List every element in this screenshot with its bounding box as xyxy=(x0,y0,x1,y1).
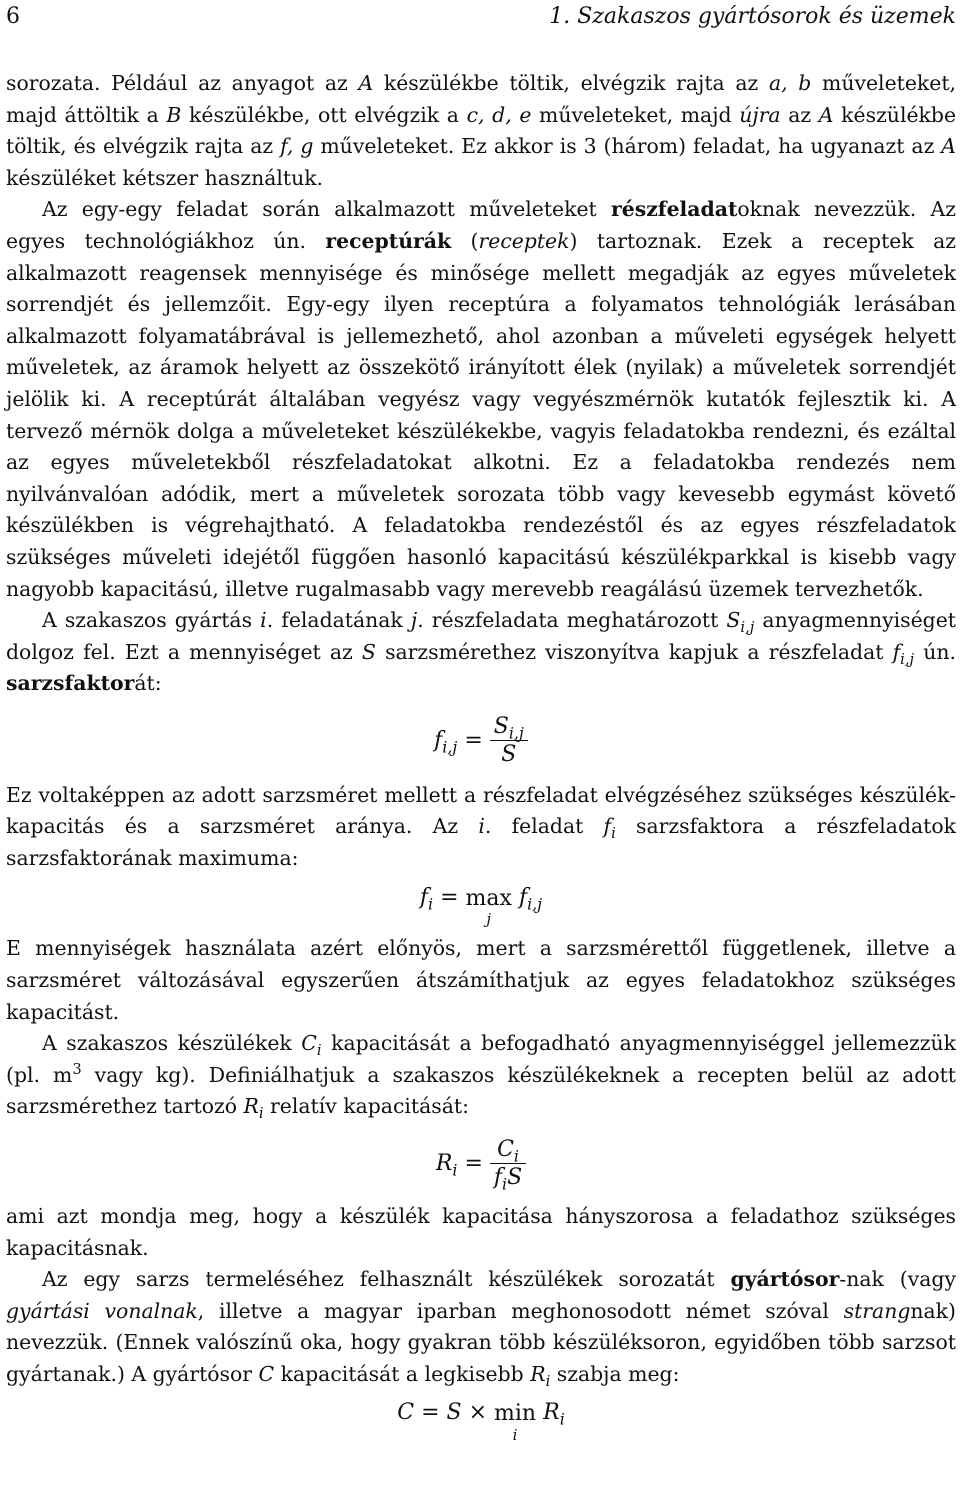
page-number: 6 xyxy=(6,4,20,29)
body-text xyxy=(6,68,956,1443)
equation-max: $f_i = \max$ j $f_{i,j}$ xyxy=(419,884,543,928)
document-page xyxy=(6,0,957,1444)
term-reszfeladat: részfeladat xyxy=(611,197,738,222)
paragraph-6: A szakaszos készülékek $C_i$ kapacitását a befogadható anyagmennyiséggel jellemezzük (pl. $m^3$ vagy kg). Definiálhatjuk a szakaszos készülékeknek a recepten belül az adott sarzsmérethez tartozó $R_i$ relatív kapacitását: xyxy=(6,1031,956,1123)
equation-sarzsfaktor: $f_{i,j}$ = $\frac{S_{i,j}}{S}$ xyxy=(6,716,956,766)
page-header xyxy=(6,0,956,40)
term-recepturak: receptúrák xyxy=(325,228,452,253)
paragraph-3: A szakaszos gyártás i. feladatának j. részfeladata meghatározott $S_{i,j}$ anyagmennyiséget dolgoz fel. Ezt a mennyiséget az S sarzsmérethez viszonyítva kapjuk a részfeladat $f_{i,j}$ ún. sarzsfaktorát: xyxy=(6,608,956,696)
fraction: $\frac{S_{i,j}}{S}$ xyxy=(490,716,528,766)
max-operator: max j xyxy=(465,885,512,928)
paragraph-7: ami azt mondja meg, hogy a készülék kapacitása hányszorosa a feladathoz szükséges kapacitásnak. xyxy=(6,1203,956,1260)
equation-relative-capacity: $R_i$ = $\frac{C_i}{f_iS}$ xyxy=(6,1139,956,1189)
min-operator: min i xyxy=(494,1401,537,1444)
paragraph-5: E mennyiségek használata azért előnyös, mert a sarzsmérettől függetlenek, illetve a sarzsméret változásával egyszerűen átszámíthatjuk az egyes feladatokhoz szükséges kapacitást. xyxy=(6,936,956,1024)
paragraph-1: sorozata. Például az anyagot az A készülékbe töltik, elvégzik rajta az a, b műveleteket, majd áttöltik a B készülékbe, ott elvégzik a c, d, e műveleteket, majd újra az A készülékbe töltik, és elvégzik rajta az f, g műveleteket. Ez akkor is 3 (három) feladat, ha ugyanazt az A készüléket kétszer használtuk. xyxy=(6,71,957,190)
paragraph-8: Az egy sarzs termeléséhez felhasznált készülékek sorozatát gyártósor-nak (vagy gyártási vonalnak, illetve a magyar iparban meghonosodott német szóval strangnak) nevezzük. (Ennek valószínű oka, hogy gyakran több készüléksoron, egyidőben több sarzsot gyártanak.) A gyártósor C kapacitását a legkisebb $R_i$ szabja meg: xyxy=(6,1267,956,1390)
fraction: $\frac{C_i}{f_iS}$ xyxy=(490,1139,526,1189)
term-gyartosor: gyártósor xyxy=(730,1267,840,1292)
paragraph-2: Az egy-egy feladat során alkalmazott műveleteket részfeladatoknak nevezzük. Az egyes technológiákhoz ún. receptúrák (receptek) tartoznak. Ezek a receptek az alkalmazott reagensek mennyisége és minősége mellett megadják az egyes műveletek sorrendjét és jellemzőit. Egy-egy ilyen receptúra a folyamatos tehnológiák lerásában alkalmazott folyamatábrával is jellemezhető, ahol azonban a műveleti egységek helyett műveletek, az áramok helyett az összekötő irányított élek (nyilak) a műveletek sorrendjét jelölik ki. A receptúrát általában vegyész vagy vegyészmérnök kutatók fejlesztik ki. A tervező mérnök dolga a műveleteket készülékekbe, vagyis feladatokba rendezni, és ezáltal az egyes műveletekből részfeladatokat alkotni. Ez a feladatokba rendezés nem nyilvánvalóan adódik, mert a műveletek sorozata több vagy kevesebb egymást követő készülékben is végrehajtható. A feladatokba rendezéstől és az egyes részfeladatok szükséges műveleti idejétől függően hasonló kapacitású készülékparkkal is kisebb vagy nagyobb kapacitású, illetve rugalmasabb vagy merevebb reagálású üzemek tervezhetők. xyxy=(6,197,957,601)
running-title: 1. Szakaszos gyártósorok és üzemek xyxy=(549,4,956,29)
paragraph-4: Ez voltaképpen az adott sarzsméret mellett a részfeladat elvégzéséhez szükséges készülék-kapacitás és a sarzsméret aránya. Az i. feladat $f_i$ sarzsfaktora a részfeladatok sarzsfaktorának maximuma: xyxy=(6,782,956,871)
term-sarzsfaktor: sarzsfaktor xyxy=(6,671,135,696)
equation-line-capacity: C = S × min i $R_i$ xyxy=(397,1400,565,1444)
